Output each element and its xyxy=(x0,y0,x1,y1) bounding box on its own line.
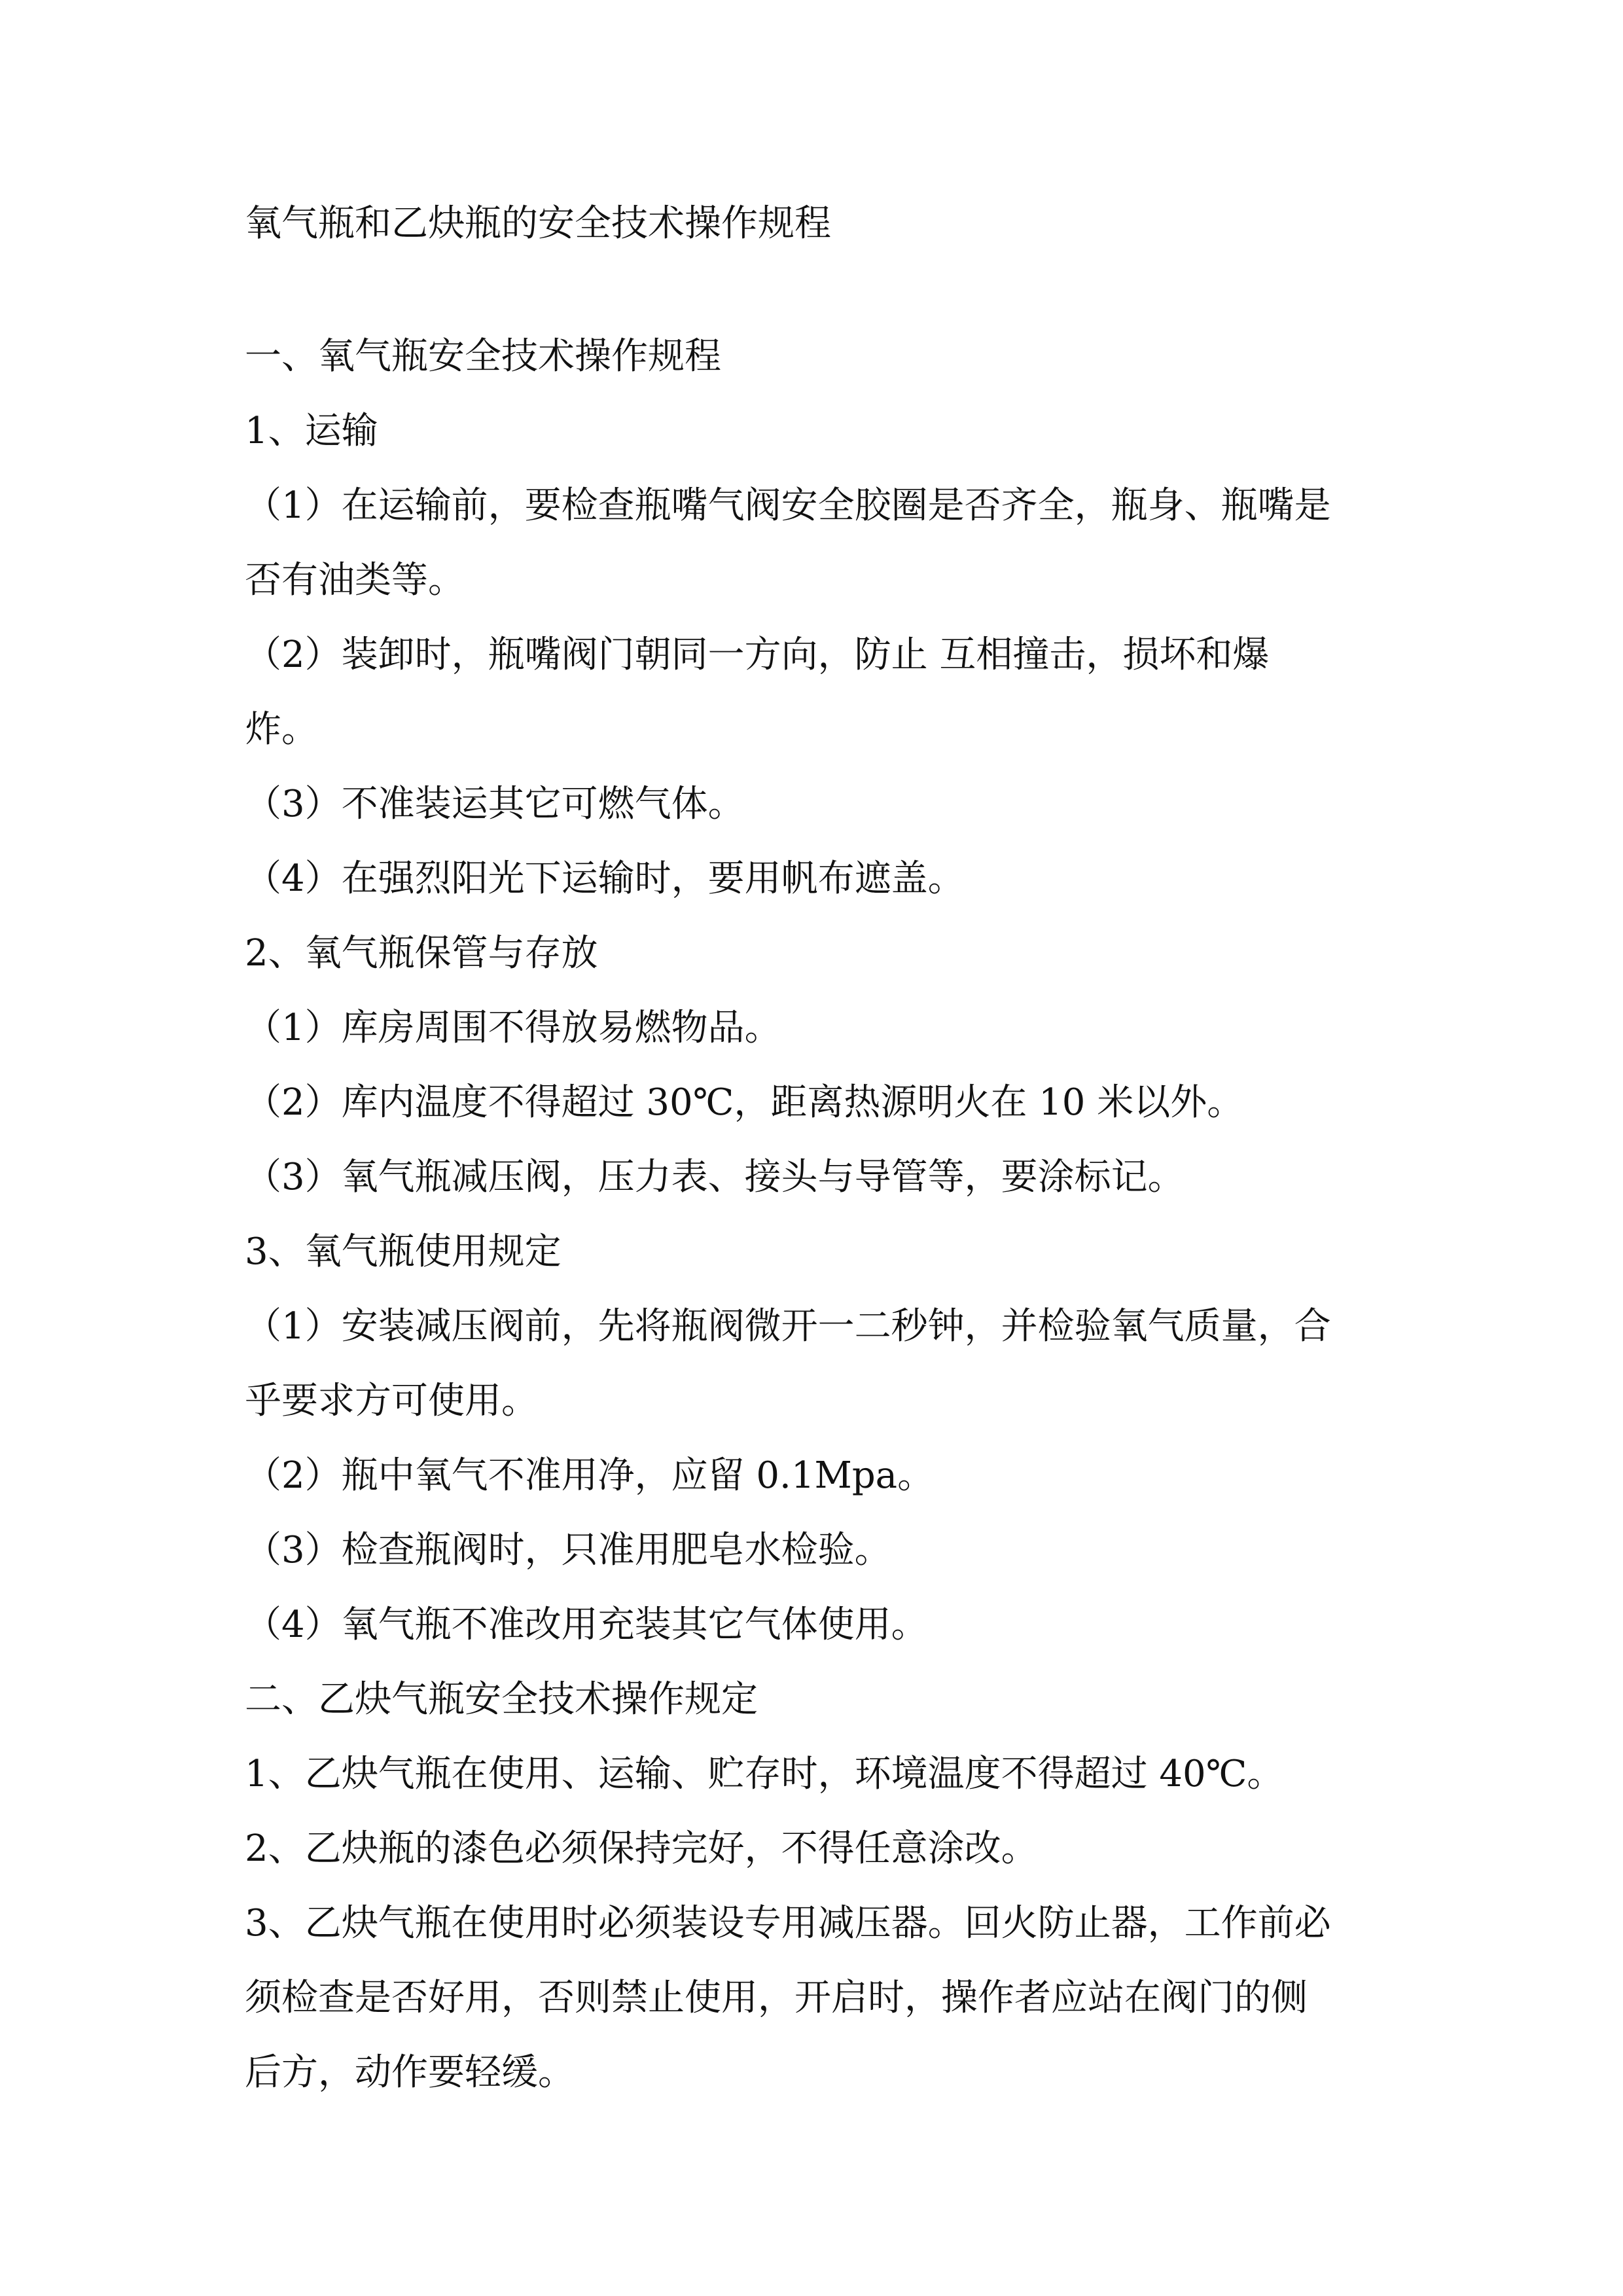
paragraph-line: （2）瓶中氧气不准用净，应留 0.1Mpa。 xyxy=(245,1454,935,1497)
paragraph-line: （3）检查瓶阀时，只准用肥皂水检验。 xyxy=(245,1529,891,1571)
paragraph-line: （1）安装减压阀前，先将瓶阀微开一二秒钟，并检验氧气质量，合 xyxy=(245,1305,1331,1348)
subsection-heading-usage: 3、氧气瓶使用规定 xyxy=(245,1230,562,1273)
paragraph-line: （4）在强烈阳光下运输时，要用帆布遮盖。 xyxy=(245,857,965,900)
subsection-heading-storage: 2、氧气瓶保管与存放 xyxy=(245,932,598,975)
paragraph-line: 1、乙炔气瓶在使用、运输、贮存时，环境温度不得超过 40℃。 xyxy=(245,1753,1284,1795)
paragraph-line: （1）在运输前，要检查瓶嘴气阀安全胶圈是否齐全，瓶身、瓶嘴是 xyxy=(245,484,1331,527)
paragraph-line: （3）氧气瓶减压阀，压力表、接头与导管等，要涂标记。 xyxy=(245,1156,1185,1198)
paragraph-line: 乎要求方可使用。 xyxy=(245,1380,538,1422)
subsection-heading-transport: 1、运输 xyxy=(245,410,378,452)
paragraph-line: 否有油类等。 xyxy=(245,559,465,601)
document-title: 氧气瓶和乙炔瓶的安全技术操作规程 xyxy=(245,202,831,245)
paragraph-line: 后方，动作要轻缓。 xyxy=(245,2051,575,2094)
paragraph-line: （3）不准装运其它可燃气体。 xyxy=(245,783,745,825)
paragraph-line: （4）氧气瓶不准改用充装其它气体使用。 xyxy=(245,1604,928,1646)
paragraph-line: 3、乙炔气瓶在使用时必须装设专用减压器。回火防止器，工作前必 xyxy=(245,1902,1331,1945)
paragraph-line: （2）装卸时，瓶嘴阀门朝同一方向，防止 互相撞击，损坏和爆 xyxy=(245,634,1270,676)
paragraph-line: 炸。 xyxy=(245,708,318,751)
paragraph-line: 须检查是否好用，否则禁止使用，开启时，操作者应站在阀门的侧 xyxy=(245,1977,1308,2019)
paragraph-line: （1）库房周围不得放易燃物品。 xyxy=(245,1007,781,1049)
section-heading-oxygen: 一、氧气瓶安全技术操作规程 xyxy=(245,335,721,378)
document-body xyxy=(245,331,1383,2121)
section-heading-acetylene: 二、乙炔气瓶安全技术操作规定 xyxy=(245,1678,758,1721)
paragraph-line: （2）库内温度不得超过 30℃，距离热源明火在 10 米以外。 xyxy=(245,1081,1244,1124)
paragraph-line: 2、乙炔瓶的漆色必须保持完好，不得任意涂改。 xyxy=(245,1827,1038,1870)
